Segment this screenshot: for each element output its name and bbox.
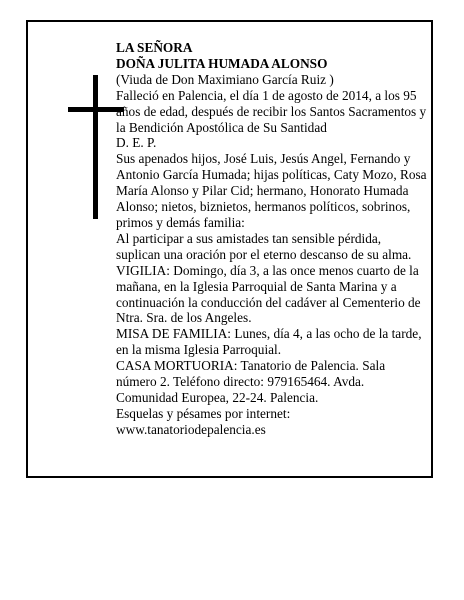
death-notice: Falleció en Palencia, el día 1 de agosto de 2014, a los 95 años de edad, después de recibir los Santos Sacramentos y la Bendición Apostólica de Su Santidad	[116, 87, 427, 135]
family-list: Sus apenados hijos, José Luis, Jesús Angel, Fernando y Antonio García Humada; hijas políticas, Caty Mozo, Rosa María Alonso y Pilar Cid; hermano, Honorato Humada Alonso; nietos, biznietos, hermanos políticos, sobrinos, primos y demás familia:	[116, 151, 427, 230]
obituary-title: LA SEÑORA	[116, 40, 193, 55]
condolences-label: Esquelas y pésames por internet:	[116, 405, 291, 421]
widow-of-line: (Viuda de Don Maximiano García Ruiz )	[116, 71, 334, 87]
rip-line: D. E. P.	[116, 135, 157, 151]
cross-vertical-bar	[93, 75, 98, 219]
family-mass-info: MISA DE FAMILIA: Lunes, día 4, a las ocho de la tarde, en la misma Iglesia Parroquial.	[116, 326, 422, 358]
funeral-home-info: CASA MORTUORIA: Tanatorio de Palencia. Sala número 2. Teléfono directo: 979165464. Avda. Comunidad Europea, 22-24. Palencia.	[116, 358, 386, 405]
obituary-text	[116, 40, 428, 438]
vigil-info: VIGILIA: Domingo, día 3, a las once menos cuarto de la mañana, en la Iglesia Parroquial de Santa Marina y a continuación la conducción del cadáver al Cementerio de Ntra. Sra. de los Angeles.	[116, 262, 421, 326]
deceased-name: DOÑA JULITA HUMADA ALONSO	[116, 55, 328, 71]
prayer-request: Al participar a sus amistades tan sensible pérdida, suplican una oración por el eterno descanso de su alma.	[116, 230, 412, 262]
website-link[interactable]: www.tanatoriodepalencia.es	[116, 421, 266, 437]
